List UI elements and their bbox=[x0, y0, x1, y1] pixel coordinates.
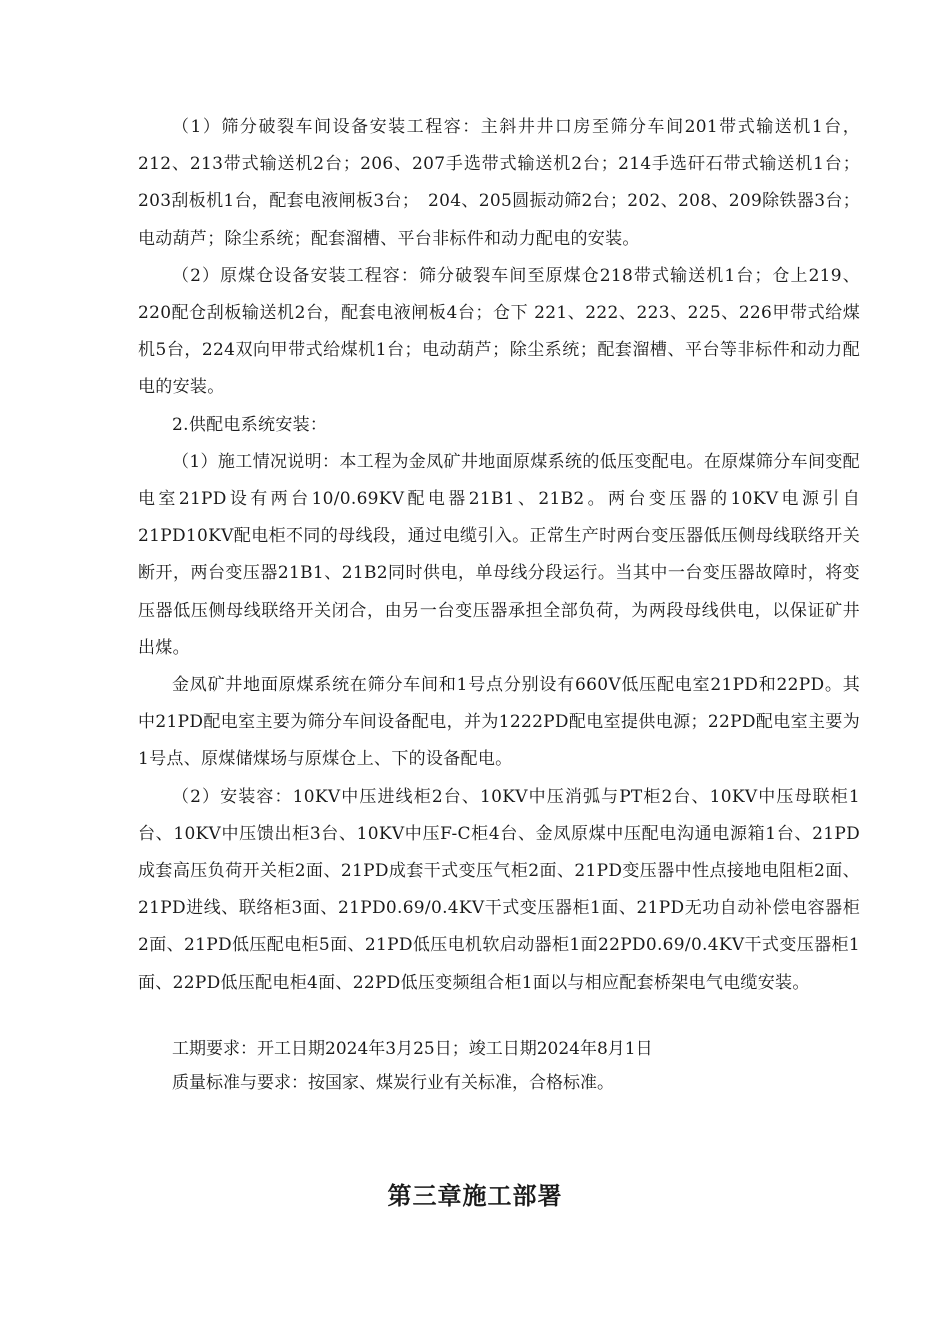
document-body bbox=[138, 109, 860, 1100]
paragraph-construction-description: （1）施工情况说明：本工程为金凤矿井地面原煤系统的低压变配电。在原煤筛分车间变配电室21PD设有两台10/0.69KV配电器21B1、21B2。两台变压器的10KV电源引自21PD10KV配电柜不同的母线段，通过电缆引入。正常生产时两台变压器低压侧母线联络开关断开，两台变压器21B1、21B2同时供电，单母线分段运行。当其中一台变压器故障时，将变压器低压侧母线联络开关闭合，由另一台变压器承担全部负荷，为两段母线供电，以保证矿井出煤。 bbox=[138, 451, 860, 658]
schedule-requirement: 工期要求：开工日期2024年3月25日；竣工日期2024年8月1日 bbox=[172, 1038, 653, 1059]
quality-requirement: 质量标准与要求：按国家、煤炭行业有关标准，合格标准。 bbox=[172, 1072, 614, 1093]
paragraph-raw-coal-bunker: （2）原煤仓设备安装工程容：筛分破裂车间至原煤仓218带式输送机1台；仓上219、220配仓刮板输送机2台，配套电液闸板4台；仓下 221、222、223、225、226甲带式给煤机5台，224双向甲带式给煤机1台；电动葫芦；除尘系统；配套溜槽、平台等非标件和动力配电的安装。 bbox=[138, 265, 860, 398]
chapter-title: 第三章施工部署 bbox=[387, 1182, 563, 1210]
paragraph-screening-workshop: （1）筛分破裂车间设备安装工程容：主斜井井口房至筛分车间201带式输送机1台，212、213带式输送机2台；206、207手选带式输送机2台；214手选矸石带式输送机1台；203刮板机1台，配套电液闸板3台； 204、205圆振动筛2台；202、208、209除铁器3台；电动葫芦；除尘系统；配套溜槽、平台非标件和动力配电的安装。 bbox=[138, 117, 860, 249]
paragraph-installation-content: （2）安装容：10KV中压进线柜2台、10KV中压消弧与PT柜2台、10KV中压母联柜1台、10KV中压馈出柜3台、10KV中压F-C柜4台、金凤原煤中压配电沟通电源箱1台、21PD成套高压负荷开关柜2面、21PD成套干式变压气柜2面、21PD变压器中性点接地电阻柜2面、21PD进线、联络柜3面、21PD0.69/0.4KV干式变压器柜1面、21PD无功自动补偿电容器柜2面、21PD低压配电柜5面、21PD低压电机软启动器柜1面22PD0.69/0.4KV干式变压器柜1面、22PD低压配电柜4面、22PD低压变频组合柜1面以与相应配套桥架电气电缆安装。 bbox=[138, 786, 860, 993]
paragraph-distribution-rooms: 金凤矿井地面原煤系统在筛分车间和1号点分别设有660V低压配电室21PD和22PD。其中21PD配电室主要为筛分车间设备配电，并为1222PD配电室提供电源；22PD配电室主要为1号点、原煤储煤场与原煤仓上、下的设备配电。 bbox=[138, 675, 860, 770]
spacer bbox=[138, 1002, 860, 1032]
section-heading-power-supply: 2.供配电系统安装： bbox=[172, 414, 328, 435]
